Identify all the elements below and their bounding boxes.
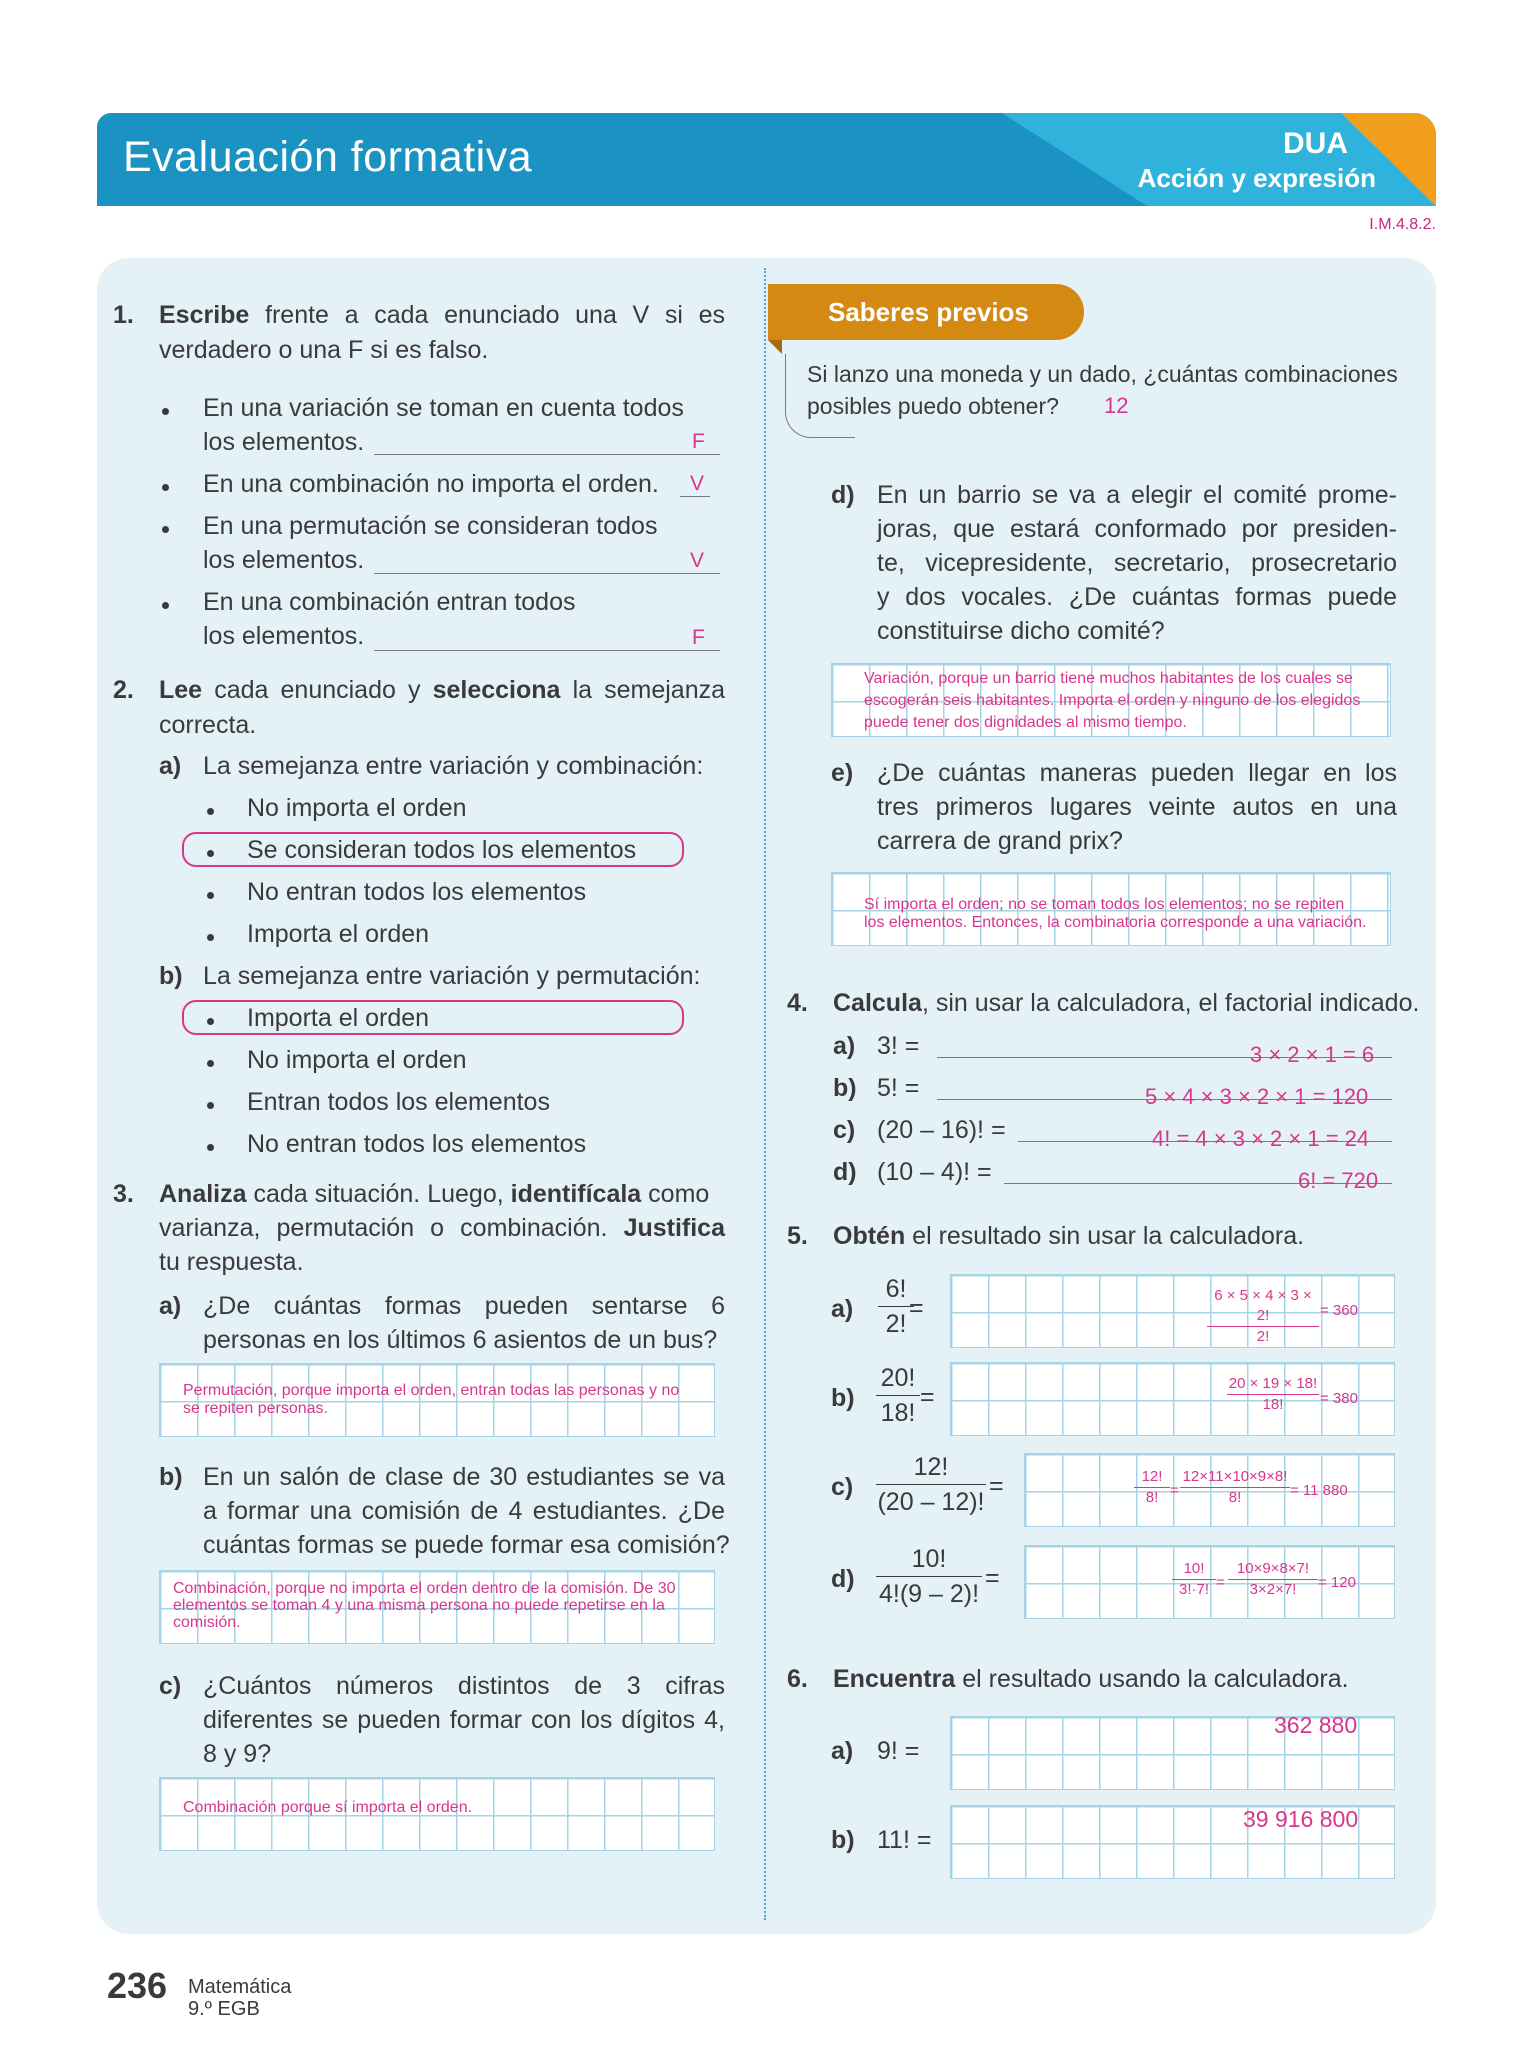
work-denominator: 8! bbox=[1145, 1489, 1159, 1506]
text: cada situación. Luego, bbox=[253, 1180, 504, 1208]
column-divider bbox=[764, 268, 766, 1920]
item-label: a) bbox=[831, 1737, 854, 1765]
text: el resultado sin usar la calculadora. bbox=[912, 1222, 1305, 1250]
item-text: y dos vocales. ¿De cuántas formas puede bbox=[877, 583, 1397, 611]
answer-line[interactable] bbox=[680, 496, 710, 497]
item-label: d) bbox=[831, 481, 855, 509]
answer-text: Combinación porque sí importa el orden. bbox=[183, 1799, 473, 1816]
answer: 5 × 4 × 3 × 2 × 1 = 120 bbox=[1145, 1084, 1369, 1109]
question-text bbox=[159, 298, 725, 332]
bullet bbox=[207, 850, 214, 857]
saberes-answer: 12 bbox=[1104, 393, 1129, 418]
answer-text: Permutación, porque importa el orden, entran todas las personas y no bbox=[183, 1382, 680, 1399]
work-fraction bbox=[1180, 1467, 1290, 1508]
option[interactable]: No entran todos los elementos bbox=[247, 1130, 587, 1158]
work-fraction bbox=[1227, 1374, 1319, 1415]
bullet bbox=[207, 1018, 214, 1025]
grade-label: 9.º EGB bbox=[188, 1998, 260, 2020]
work-equals: = bbox=[1170, 1482, 1179, 1499]
work-denominator: 18! bbox=[1262, 1396, 1284, 1413]
text: el resultado usando la calculadora. bbox=[962, 1665, 1349, 1693]
fraction bbox=[876, 1450, 986, 1519]
fraction bbox=[876, 1542, 982, 1611]
work-numerator: 6 × 5 × 4 × 3 × 2! bbox=[1214, 1287, 1312, 1324]
verb: Lee bbox=[159, 676, 203, 704]
text: la semejanza bbox=[572, 676, 726, 704]
option[interactable]: Importa el orden bbox=[247, 920, 430, 948]
statement: los elementos. bbox=[203, 546, 365, 574]
item-label: d) bbox=[831, 1565, 855, 1593]
answer-line[interactable] bbox=[374, 454, 720, 455]
answer: 3 × 2 × 1 = 6 bbox=[1250, 1042, 1375, 1067]
denominator: (20 – 12)! bbox=[877, 1488, 985, 1516]
expression: (20 – 16)! = bbox=[877, 1116, 1006, 1144]
verb: Encuentra bbox=[833, 1665, 956, 1693]
bullet bbox=[207, 1060, 214, 1067]
work-denominator: 3!·7! bbox=[1178, 1581, 1209, 1598]
statement: En una combinación entran todos bbox=[203, 588, 576, 616]
question-number: 4. bbox=[787, 989, 808, 1017]
numerator: 10! bbox=[911, 1545, 947, 1573]
work-equals: = bbox=[1216, 1574, 1225, 1591]
answer-line[interactable] bbox=[374, 573, 720, 574]
item-text: La semejanza entre variación y permutación: bbox=[203, 962, 701, 990]
answer: 4! = 4 × 3 × 2 × 1 = 24 bbox=[1152, 1126, 1370, 1151]
verb: Analiza bbox=[159, 1180, 247, 1208]
answer-text: puede tener dos dignidades al mismo tiempo. bbox=[864, 714, 1187, 731]
bullet bbox=[162, 484, 169, 491]
expression: 5! = bbox=[877, 1074, 920, 1102]
numerator: 6! bbox=[885, 1275, 907, 1303]
answer: F bbox=[692, 626, 705, 649]
saberes-fold bbox=[768, 340, 782, 354]
item-label: b) bbox=[831, 1826, 855, 1854]
option[interactable]: No importa el orden bbox=[247, 1046, 467, 1074]
item-text: te, vicepresidente, secretario, prosecretario bbox=[877, 549, 1397, 577]
answer-text: se repiten personas. bbox=[183, 1400, 328, 1417]
denominator: 18! bbox=[880, 1399, 916, 1427]
indicator-code: I.M.4.8.2. bbox=[1369, 216, 1436, 233]
item-text: ¿De cuántas formas pueden sentarse 6 bbox=[203, 1292, 725, 1320]
question-text bbox=[833, 1662, 1349, 1696]
item-text: cuántas formas se puede formar esa comisión? bbox=[203, 1531, 730, 1559]
work-numerator: 12! bbox=[1141, 1468, 1163, 1485]
equals: = bbox=[985, 1564, 1000, 1592]
page-number: 236 bbox=[107, 1965, 168, 2006]
bullet bbox=[162, 526, 169, 533]
item-text: joras, que estará conformado por presiden- bbox=[877, 515, 1397, 543]
equals: = bbox=[920, 1383, 935, 1411]
expression: (10 – 4)! = bbox=[877, 1158, 992, 1186]
answer-text: los elementos. Entonces, la combinatoria corresponde a una variación. bbox=[864, 914, 1367, 931]
statement: los elementos. bbox=[203, 622, 365, 650]
expression: 3! = bbox=[877, 1032, 920, 1060]
item-text: 8 y 9? bbox=[203, 1740, 272, 1768]
item-label: a) bbox=[833, 1032, 856, 1060]
verb: Justifica bbox=[623, 1214, 725, 1242]
item-label: b) bbox=[159, 962, 183, 990]
option-selected[interactable]: Se consideran todos los elementos bbox=[247, 836, 637, 864]
answer-text: Variación, porque un barrio tiene muchos habitantes de los cuales se bbox=[864, 670, 1353, 687]
bullet bbox=[207, 1144, 214, 1151]
item-text: carrera de grand prix? bbox=[877, 827, 1123, 855]
text: , sin usar la calculadora, el factorial indicado. bbox=[921, 989, 1420, 1017]
question-text bbox=[833, 986, 1419, 1020]
answer-text: comisión. bbox=[173, 1614, 241, 1631]
question-number: 1. bbox=[113, 301, 134, 329]
item-label: a) bbox=[831, 1295, 854, 1323]
item-text: En un barrio se va a elegir el comité prome- bbox=[877, 481, 1397, 509]
item-label: b) bbox=[833, 1074, 857, 1102]
saberes-question: posibles puedo obtener? bbox=[807, 393, 1059, 419]
bullet bbox=[207, 808, 214, 815]
answer-text: elementos se toman 4 y una misma persona no puede repetirse en la bbox=[173, 1597, 665, 1614]
item-label: b) bbox=[831, 1384, 855, 1412]
dua-label: DUA bbox=[1283, 127, 1348, 160]
work-numerator: 10! bbox=[1183, 1560, 1205, 1577]
option[interactable]: No entran todos los elementos bbox=[247, 878, 587, 906]
work-result: = 380 bbox=[1320, 1390, 1358, 1407]
item-label: c) bbox=[159, 1672, 182, 1700]
statement: los elementos. bbox=[203, 428, 365, 456]
answer: 362 880 bbox=[1274, 1712, 1358, 1738]
work-fraction bbox=[1134, 1467, 1170, 1508]
verb: identifícala bbox=[510, 1180, 642, 1208]
answer: V bbox=[690, 549, 705, 572]
work-numerator: 10×9×8×7! bbox=[1236, 1560, 1310, 1577]
item-text: ¿De cuántas maneras pueden llegar en los bbox=[877, 759, 1397, 787]
numerator: 12! bbox=[913, 1453, 949, 1481]
question-number: 5. bbox=[787, 1222, 808, 1250]
page-header bbox=[97, 113, 1436, 206]
answer-text: Combinación, porque no importa el orden dentro de la comisión. De 30 bbox=[173, 1580, 676, 1597]
option-selected[interactable]: Importa el orden bbox=[247, 1004, 430, 1032]
item-label: c) bbox=[833, 1116, 856, 1144]
option[interactable]: No importa el orden bbox=[247, 794, 467, 822]
work-numerator: 20 × 19 × 18! bbox=[1228, 1375, 1318, 1392]
answer: 6! = 720 bbox=[1298, 1168, 1379, 1193]
item-label: c) bbox=[831, 1473, 854, 1501]
work-result: = 360 bbox=[1320, 1302, 1358, 1319]
answer: F bbox=[692, 430, 705, 453]
work-result: = 11 880 bbox=[1290, 1482, 1348, 1499]
expression: 11! = bbox=[877, 1826, 932, 1854]
bullet bbox=[162, 602, 169, 609]
saberes-title: Saberes previos bbox=[768, 284, 1084, 340]
statement: En una variación se toman en cuenta todos bbox=[203, 394, 684, 422]
question-text bbox=[833, 1219, 1304, 1253]
question-number: 6. bbox=[787, 1665, 808, 1693]
fraction bbox=[876, 1361, 920, 1430]
item-text: diferentes se pueden formar con los dígitos 4, bbox=[203, 1706, 725, 1734]
question-text: tu respuesta. bbox=[159, 1248, 304, 1276]
answer: 39 916 800 bbox=[1243, 1806, 1359, 1832]
equals: = bbox=[909, 1294, 924, 1322]
bullet bbox=[207, 892, 214, 899]
work-fraction bbox=[1207, 1286, 1319, 1347]
verb: Obtén bbox=[833, 1222, 906, 1250]
answer-line[interactable] bbox=[374, 650, 720, 651]
work-denominator: 2! bbox=[1256, 1328, 1270, 1345]
item-text: a formar una comisión de 4 estudiantes. ¿De bbox=[203, 1497, 725, 1525]
bullet bbox=[162, 408, 169, 415]
work-fraction bbox=[1172, 1559, 1216, 1600]
item-text: En un salón de clase de 30 estudiantes se va bbox=[203, 1463, 725, 1491]
item-label: d) bbox=[833, 1158, 857, 1186]
question-text bbox=[159, 1177, 725, 1211]
bullet bbox=[207, 1102, 214, 1109]
item-text: ¿Cuántos números distintos de 3 cifras bbox=[203, 1672, 725, 1700]
work-fraction bbox=[1228, 1559, 1318, 1600]
dua-subtitle: Acción y expresión bbox=[1137, 163, 1376, 193]
item-label: a) bbox=[159, 1292, 182, 1320]
item-text: constituirse dicho comité? bbox=[877, 617, 1165, 645]
text: varianza, permutación o combinación. bbox=[159, 1214, 608, 1242]
denominator: 2! bbox=[885, 1310, 907, 1338]
item-text: La semejanza entre variación y combinación: bbox=[203, 752, 704, 780]
work-denominator: 3×2×7! bbox=[1249, 1581, 1297, 1598]
expression: 9! = bbox=[877, 1737, 920, 1765]
question-text bbox=[159, 1211, 725, 1245]
page-title: Evaluación formativa bbox=[123, 133, 533, 181]
denominator: 4!(9 – 2)! bbox=[878, 1580, 980, 1608]
work-numerator: 12×11×10×9×8! bbox=[1182, 1468, 1288, 1485]
answer-text: escogerán seis habitantes. Importa el orden y ninguno de los elegidos bbox=[864, 692, 1361, 709]
text: cada enunciado y bbox=[214, 676, 421, 704]
answer: V bbox=[690, 472, 705, 495]
numerator: 20! bbox=[880, 1364, 916, 1392]
text: como bbox=[648, 1180, 710, 1208]
question-text: correcta. bbox=[159, 711, 257, 739]
work-denominator: 8! bbox=[1228, 1489, 1242, 1506]
question-text: verdadero o una F si es falso. bbox=[159, 336, 489, 364]
saberes-question: Si lanzo una moneda y un dado, ¿cuántas combinaciones bbox=[807, 361, 1398, 387]
item-text: tres primeros lugares veinte autos en una bbox=[877, 793, 1397, 821]
statement: En una permutación se consideran todos bbox=[203, 512, 658, 540]
item-text: personas en los últimos 6 asientos de un bus? bbox=[203, 1326, 718, 1354]
answer-text: Sí importa el orden; no se toman todos los elementos; no se repiten bbox=[864, 896, 1345, 913]
text: frente a cada enunciado una V si es bbox=[265, 301, 726, 329]
subject-name: Matemática bbox=[188, 1976, 292, 1998]
option[interactable]: Entran todos los elementos bbox=[247, 1088, 550, 1116]
verb: Calcula bbox=[833, 989, 922, 1017]
item-label: b) bbox=[159, 1463, 183, 1491]
work-result: = 120 bbox=[1318, 1574, 1356, 1591]
equals: = bbox=[989, 1472, 1004, 1500]
bullet bbox=[207, 934, 214, 941]
item-label: a) bbox=[159, 752, 182, 780]
question-text bbox=[159, 673, 725, 707]
question-number: 2. bbox=[113, 676, 134, 704]
statement: En una combinación no importa el orden. bbox=[203, 470, 659, 498]
item-label: e) bbox=[831, 759, 854, 787]
verb: selecciona bbox=[432, 676, 561, 704]
question-number: 3. bbox=[113, 1180, 134, 1208]
verb: Escribe bbox=[159, 301, 250, 329]
